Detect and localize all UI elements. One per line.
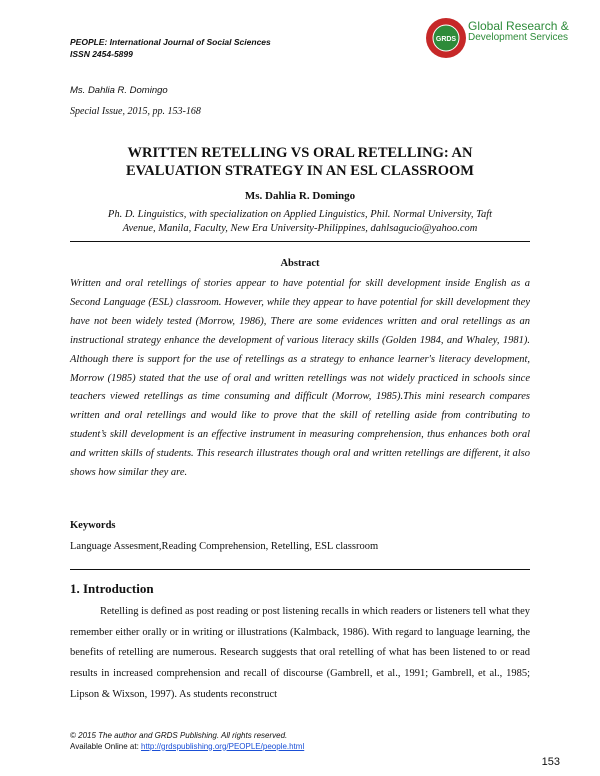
journal-link[interactable]: http://grdspublishing.org/PEOPLE/people.html — [141, 741, 305, 751]
issn: ISSN 2454-5899 — [70, 49, 133, 59]
affiliation-line1: Ph. D. Linguistics, with specialization on Applied Linguistics, Phil. Normal University, Taft — [107, 209, 493, 220]
introduction-paragraph: Retelling is defined as post reading or post listening recalls in which readers or listeners tell what they remember either orally or in writing or illustrations (Kalmback, 1986). With regard to language learning, the benefits of retelling are numerous. Research suggests that oral retelling of what has been listened to or read results in increased comprehension and recall of discourse (Gambrell, et al., 1991; Gambrell, et al., 1985; Lipson & Wixson, 1997). As students reconstruct — [70, 606, 530, 700]
paper-title — [60, 144, 540, 180]
logo-emblem-text: GRDS — [435, 36, 457, 43]
divider-keywords — [70, 569, 530, 570]
available-label: Available Online at: — [70, 741, 142, 751]
issue-info: Special Issue, 2015, pp. 153-168 — [70, 106, 201, 117]
abstract-text: Written and oral retellings of stories appear to have potential for skill development inside English as a Second Language (ESL) classroom. However, while they appear to have potential for skill development they have not been widely tested (Morrow, 1986), There are some evidences written and oral retellings as an instructional strategy enhance the development of various literacy skills (Golden 1984, and Whaley, 1981). Although there is support for the use of retellings as a strategy to enhance learner's literacy development, Morrow (1985) stated that the use of oral and written retellings was not widely practiced in schools since teachers viewed retellings as time consuming and difficult (Morrow, 1985).This mini research compares written and oral retellings and would like to prove that the skill of retelling aside from contributing to student’s skill development is an effective instrument in measuring comprehension, thus enhances both oral and written skills of students. This research illustrates though oral and written retellings are different, it also shows how similar they are. — [70, 278, 530, 479]
abstract-heading: Abstract — [280, 258, 320, 269]
logo-line1: Global Research & — [468, 19, 569, 33]
running-author: Ms. Dahlia R. Domingo — [70, 85, 168, 96]
title-line1: WRITTEN RETELLING VS ORAL RETELLING: AN — [127, 145, 473, 161]
introduction-body — [70, 602, 530, 706]
availability-line — [70, 742, 304, 753]
section-heading-introduction: 1. Introduction — [70, 581, 154, 596]
journal-header — [70, 36, 271, 60]
author-name: Ms. Dahlia R. Domingo — [244, 190, 356, 202]
logo-line2: Development Services — [468, 32, 569, 43]
title-line2: EVALUATION STRATEGY IN AN ESL CLASSROOM — [126, 163, 474, 179]
page-footer — [70, 731, 304, 752]
author-affiliation — [66, 208, 534, 236]
divider-top — [70, 241, 530, 242]
logo-wordmark — [468, 21, 569, 43]
copyright-notice: © 2015 The author and GRDS Publishing. All rights reserved. — [70, 731, 288, 740]
keywords-text: Language Assesment,Reading Comprehension, Retelling, ESL classroom — [70, 541, 379, 552]
journal-name: PEOPLE: International Journal of Social Sciences — [70, 37, 271, 47]
keywords-heading: Keywords — [70, 520, 116, 531]
affiliation-line2: Avenue, Manila, Faculty, New Era University-Philippines, dahlsagucio@yahoo.com — [122, 223, 478, 234]
page-number: 153 — [541, 756, 560, 768]
